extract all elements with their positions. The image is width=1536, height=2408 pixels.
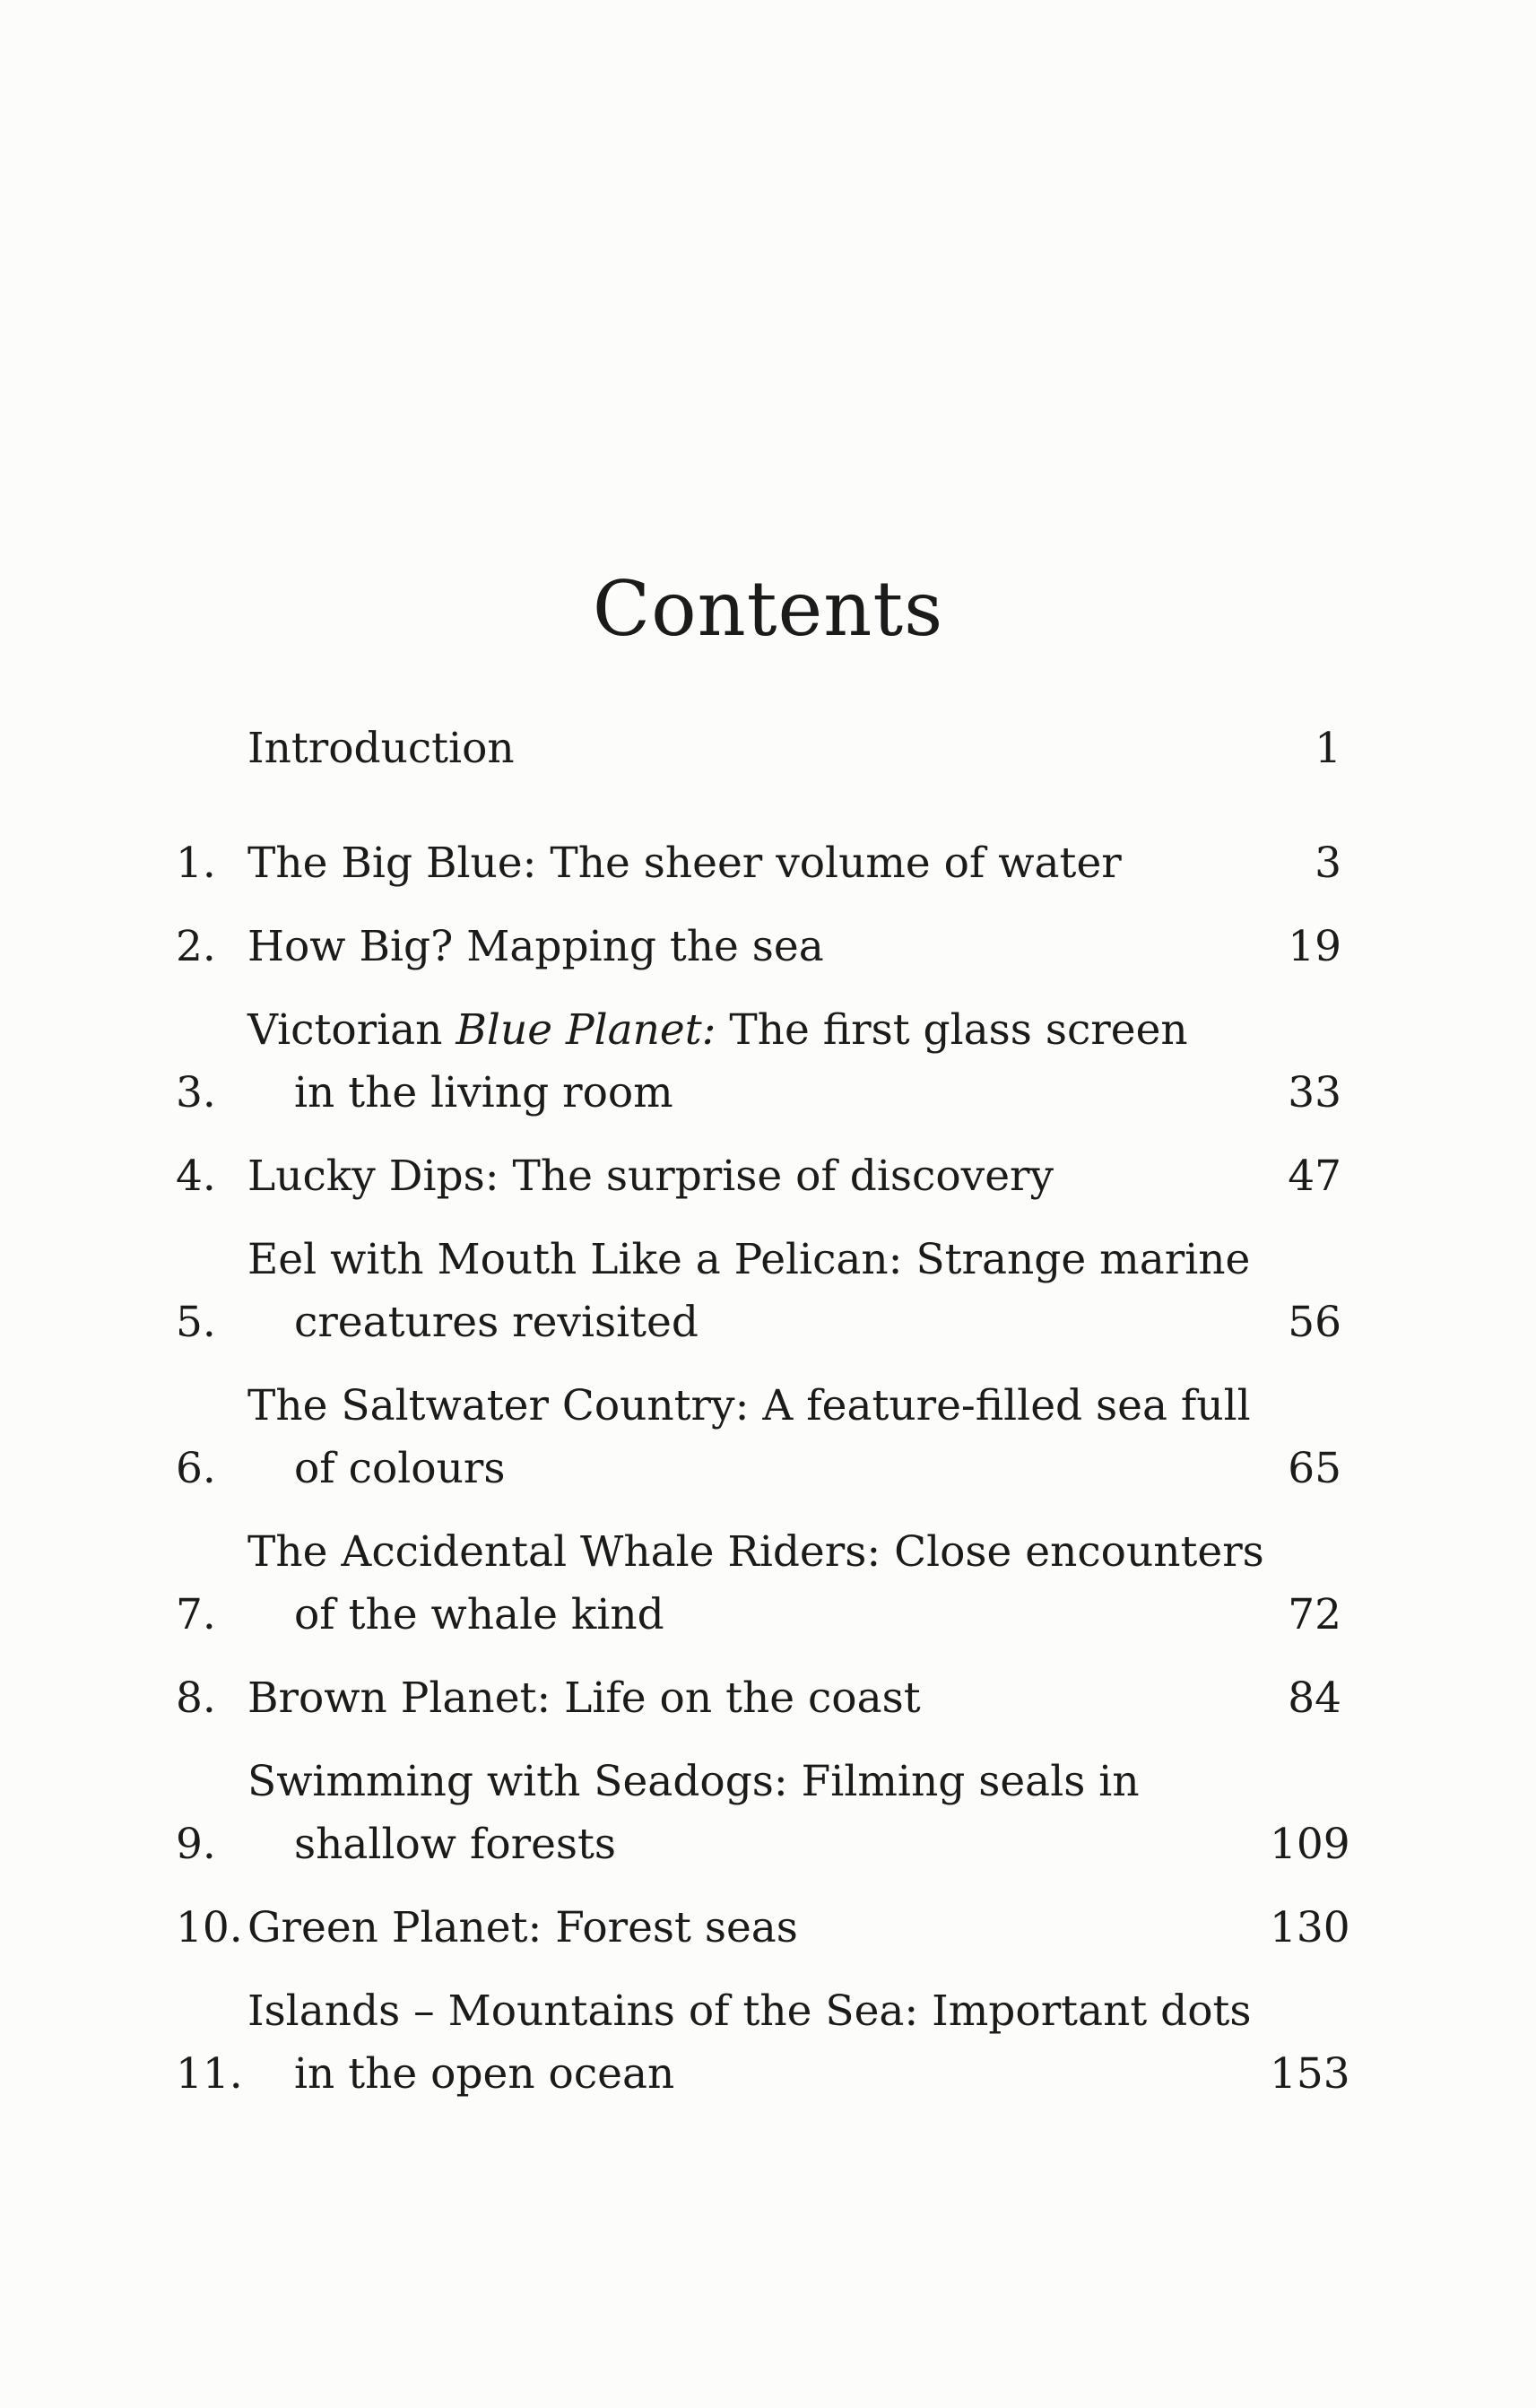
entry-number: 4.	[176, 1152, 216, 1201]
entry-number: 11.	[176, 2049, 243, 2099]
entry-number: 5.	[176, 1298, 216, 1347]
entry-number: 9.	[176, 1820, 216, 1869]
toc-entry-5	[176, 1229, 1341, 1354]
entry-title: How Big? Mapping the sea	[247, 922, 824, 971]
entry-title: Eel with Mouth Like a Pelican: Strange marine creatures revisited	[247, 1235, 1251, 1347]
entry-number: 1.	[176, 839, 216, 888]
entry-title: Victorian Blue Planet: The first glass screen in the living room	[247, 1005, 1188, 1117]
page-title: Contents	[592, 565, 944, 654]
toc-entry-introduction	[176, 717, 1341, 780]
entry-page-number: 3	[1315, 839, 1341, 888]
toc-entry-3	[176, 999, 1341, 1125]
entry-title: Lucky Dips: The surprise of discovery	[247, 1152, 1054, 1201]
entry-page-number: 130	[1270, 1903, 1350, 1952]
entry-number: 3.	[176, 1068, 216, 1117]
entry-title: Introduction	[247, 724, 515, 773]
toc-entry-7	[176, 1521, 1341, 1647]
table-of-contents	[176, 717, 1350, 2126]
toc-entry-10	[176, 1897, 1350, 1960]
toc-entry-6	[176, 1375, 1341, 1500]
entry-number: 10.	[176, 1903, 243, 1952]
entry-number: 2.	[176, 922, 216, 971]
entry-page-number: 109	[1270, 1820, 1350, 1869]
entry-title: The Big Blue: The sheer volume of water	[247, 839, 1122, 888]
entry-page-number: 153	[1270, 2049, 1350, 2099]
entry-page-number: 65	[1288, 1444, 1341, 1493]
entry-title: Brown Planet: Life on the coast	[247, 1673, 921, 1723]
toc-entry-1	[176, 832, 1341, 895]
toc-entry-11	[176, 1980, 1350, 2106]
entry-number: 8.	[176, 1673, 216, 1723]
toc-entry-2	[176, 916, 1341, 978]
entry-title: Islands – Mountains of the Sea: Important dots in the open ocean	[247, 1986, 1252, 2099]
entry-title: The Accidental Whale Riders: Close encounters of the whale kind	[247, 1527, 1264, 1639]
entry-number: 7.	[176, 1590, 216, 1639]
entry-title: The Saltwater Country: A feature-filled sea full of colours	[247, 1381, 1251, 1493]
entry-page-number: 33	[1288, 1068, 1341, 1117]
entry-page-number: 19	[1288, 922, 1341, 971]
entry-title: Swimming with Seadogs: Filming seals in shallow forests	[247, 1757, 1140, 1869]
entry-number: 6.	[176, 1444, 216, 1493]
italic-title: Blue Planet:	[456, 1005, 716, 1055]
entry-page-number: 72	[1288, 1590, 1341, 1639]
entry-page-number: 56	[1288, 1298, 1341, 1347]
entry-page-number: 1	[1315, 724, 1341, 773]
toc-entry-9	[176, 1751, 1350, 1876]
toc-entry-8	[176, 1667, 1341, 1730]
entry-page-number: 84	[1288, 1673, 1341, 1723]
toc-entry-4	[176, 1145, 1341, 1208]
entry-title: Green Planet: Forest seas	[247, 1903, 798, 1952]
entry-page-number: 47	[1288, 1152, 1341, 1201]
